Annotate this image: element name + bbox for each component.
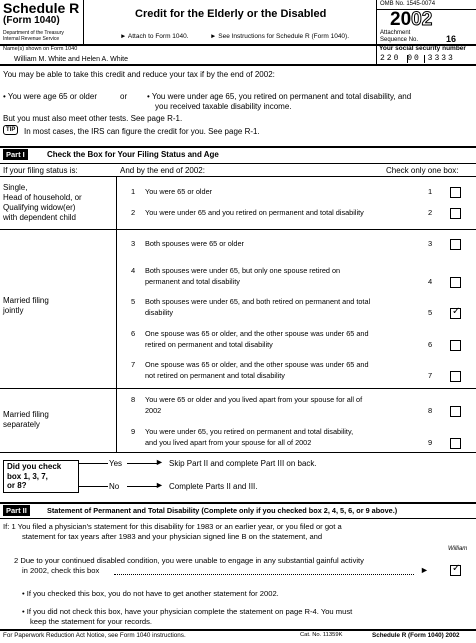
row-box-number: 5 [428,308,433,317]
attachment-label: Attachment [380,30,411,36]
col-end-of-year: And by the end of 2002: [120,166,205,175]
tip-text: In most cases, the IRS can figure the credit for you. See page R-1. [24,127,260,136]
yes-action: Skip Part II and complete Part III on back. [169,459,317,468]
row-condition: You were 65 or older [145,187,213,196]
intro-line: You may be able to take this credit and reduce your tax if by the end of 2002: [3,70,275,79]
filing-status-checkbox[interactable] [450,406,461,417]
part2-if1: If: 1 You filed a physician's statement for this disability for 1983 or an earlier year, or you filed or got a [3,522,342,531]
box-note: William [448,546,468,552]
filing-status-checkbox[interactable] [450,208,461,219]
intro-bullet-65: • You were age 65 or older [3,92,97,101]
no-action: Complete Parts II and III. [169,482,258,491]
row-condition-cont: permanent and total disability [145,277,240,286]
row-condition-cont: 2002 [145,406,162,415]
row-number: 5 [131,297,136,306]
row-number: 9 [131,427,136,436]
row-condition: Both spouses were 65 or older [145,239,244,248]
no-label: No [109,482,120,491]
intro-or: or [120,92,128,101]
sequence-number: 16 [446,34,457,44]
row-condition: You were 65 or older and you lived apart from your spouse for all of [145,395,363,404]
part1-label: Part I [3,149,28,160]
part2-label: Part II [3,505,30,516]
row-box-number: 1 [428,187,433,196]
row-number: 7 [131,360,136,369]
status-married-separately: Married filing separately [3,410,49,429]
row-condition-cont: and you lived apart from your spouse for all of 2002 [145,438,312,447]
dept-label: Department of the Treasury [3,30,64,36]
filing-status-checkbox[interactable] [450,187,461,198]
filing-status-checkbox[interactable] [450,371,461,382]
row-number: 3 [131,239,136,248]
arrow-right-icon: ► [155,457,164,467]
irs-label: Internal Revenue Service [3,36,60,42]
row-number: 1 [131,187,136,196]
part2-if2: 2 Due to your continued disabled condition, you were unable to engage in any substantial gainful activity [14,556,364,565]
row-box-number: 6 [428,340,433,349]
part1-title: Check the Box for Your Filing Status and Age [47,150,219,159]
footer-cat: Cat. No. 11359K [300,632,343,638]
row-box-number: 3 [428,239,433,248]
name-label: Name(s) shown on Form 1040 [3,46,78,52]
row-box-number: 4 [428,277,433,286]
footer-notice: For Paperwork Reduction Act Notice, see Form 1040 instructions. [3,632,186,639]
see-instructions: ► See Instructions for Schedule R (Form 1040). [210,33,350,40]
part2-if2-cont: in 2002, check this box [22,566,100,575]
attach-note: ► Attach to Form 1040. [120,33,189,40]
row-condition-cont: disability [145,308,173,317]
part2-if1-cont: statement for tax years after 1983 and your physician signed line B on the statement, and [22,532,323,541]
omb-number: OMB No. 1545-0074 [380,1,436,7]
col-check-one: Check only one box: [386,166,459,175]
arrow-right-icon: ► [420,565,429,575]
footer-form: Schedule R (Form 1040) 2002 [372,632,460,639]
row-number: 2 [131,208,136,217]
filing-status-checkbox[interactable] [450,340,461,351]
row-condition: You were under 65, you retired on permanent and total disability, [145,427,354,436]
ssn-field[interactable]: 220 00 3333 [380,54,455,63]
schedule-title: Schedule R [3,0,80,16]
sequence-label: Sequence No. [380,37,419,43]
intro-bullet-under65-cont: you received taxable disability income. [155,102,292,111]
form-title: Credit for the Elderly or the Disabled [135,8,327,20]
filing-status-checkbox[interactable] [450,239,461,250]
row-box-number: 9 [428,438,433,447]
other-tests: But you must also meet other tests. See page R-1. [3,114,183,123]
row-condition: You were under 65 and you retired on permanent and total disability [145,208,364,217]
row-box-number: 7 [428,371,433,380]
form-ref: (Form 1040) [3,15,60,26]
intro-bullet-under65: • You were under age 65, you retired on permanent and total disability, and [147,92,412,101]
row-box-number: 8 [428,406,433,415]
col-filing-status: If your filing status is: [3,166,78,175]
row-number: 8 [131,395,136,404]
status-single: Single, Head of household, or Qualifying widow(er) with dependent child [3,183,82,222]
row-condition-cont: retired on permanent and total disability [145,340,273,349]
part2-title: Statement of Permanent and Total Disability (Complete only if you checked box 2, 4, 5, 6, or 9 above.) [47,506,398,515]
filing-status-checkbox[interactable] [450,308,461,319]
row-number: 6 [131,329,136,338]
row-box-number: 2 [428,208,433,217]
tax-year: 2002 [390,9,433,30]
part2-bullet1: • If you checked this box, you do not have to get another statement for 2002. [22,589,279,598]
row-condition: Both spouses were under 65, but only one spouse retired on [145,266,341,275]
status-married-jointly: Married filing jointly [3,296,49,315]
did-you-check: Did you check box 1, 3, 7, or 8? [3,460,79,493]
row-condition: One spouse was 65 or older, and the other spouse was under 65 and [145,329,369,338]
part2-bullet2: • If you did not check this box, have your physician complete the statement on page R-4. You must [22,607,353,616]
checkmark-icon: ✓ [452,306,461,317]
tip-icon: TIP [3,125,18,135]
taxpayer-name[interactable]: William M. White and Helen A. White [14,56,128,63]
yes-label: Yes [109,459,123,468]
arrow-right-icon: ► [155,480,164,490]
disability-checkbox[interactable]: ✓ [452,563,461,574]
filing-status-checkbox[interactable] [450,277,461,288]
ssn-label: Your social security number [379,45,466,52]
row-condition-cont: not retired on permanent and total disability [145,371,285,380]
row-condition: Both spouses were under 65, and both retired on permanent and total [145,297,371,306]
part2-bullet2-cont: keep the statement for your records. [30,617,152,626]
filing-status-checkbox[interactable] [450,438,461,449]
row-number: 4 [131,266,136,275]
row-condition: One spouse was 65 or older, and the other spouse was under 65 and [145,360,369,369]
